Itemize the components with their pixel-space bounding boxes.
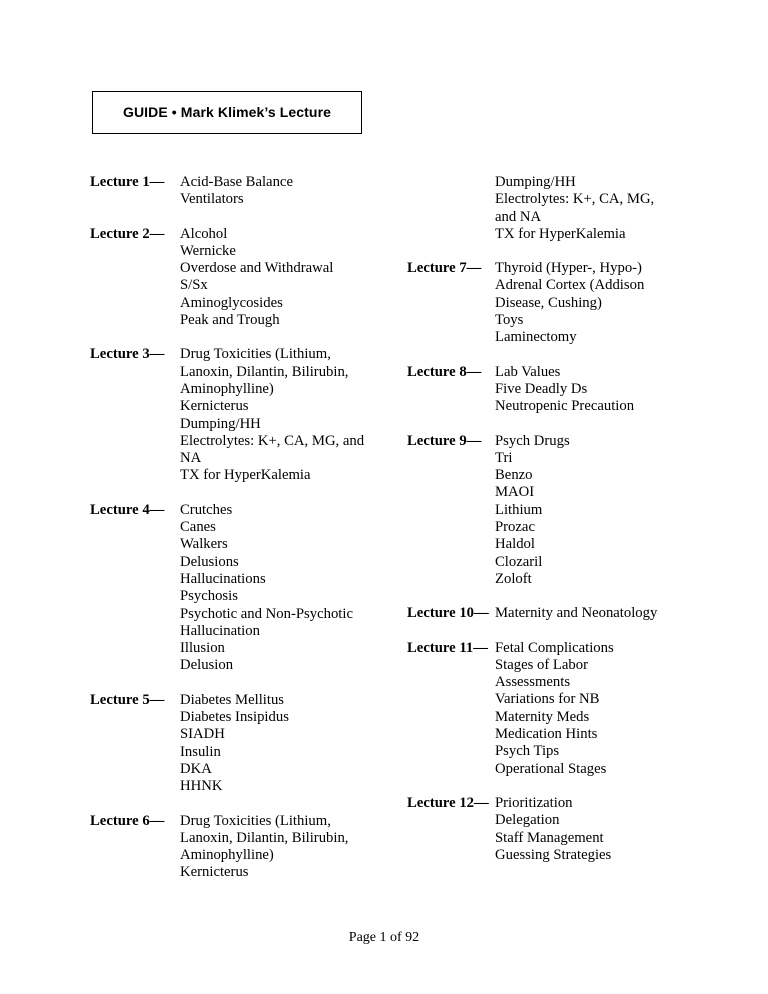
topic-line: Medication Hints	[495, 726, 598, 743]
topic-line: Benzo	[495, 467, 533, 484]
topic-line: Haldol	[495, 536, 535, 553]
guide-title-box	[92, 91, 362, 134]
lecture-entry	[407, 174, 675, 243]
lecture-label: Lecture 11—	[407, 639, 488, 656]
topic-line: Canes	[180, 519, 216, 536]
lecture-column-right	[407, 174, 675, 881]
topic-line: HHNK	[180, 778, 223, 795]
topic-line: Delusions	[180, 553, 239, 570]
topic-line: Guessing Strategies	[495, 846, 612, 863]
lecture-topics	[495, 433, 670, 589]
topic-line: Psychotic and Non-Psychotic Hallucination	[180, 605, 353, 639]
lecture-label: Lecture 8—	[407, 363, 482, 380]
lecture-entry	[407, 605, 675, 622]
topic-line: MAOI	[495, 484, 535, 501]
topic-line: Neutropenic Precaution	[495, 398, 635, 415]
topic-line: Walkers	[180, 536, 228, 553]
lecture-label: Lecture 12—	[407, 794, 489, 811]
lecture-entry	[407, 640, 675, 778]
topic-line: Peak and Trough	[180, 312, 280, 329]
lecture-label: Lecture 2—	[90, 225, 165, 242]
topic-line: Prioritization	[495, 794, 573, 811]
lecture-topics	[495, 364, 670, 416]
topic-line: Crutches	[180, 501, 233, 518]
topic-line: Stages of Labor	[495, 656, 588, 673]
topic-line: Fetal Complications	[495, 639, 614, 656]
topic-line: Aminoglycosides	[180, 294, 283, 311]
topic-line: Lithium	[495, 501, 543, 518]
lecture-topics	[180, 226, 372, 330]
topic-line: Five Deadly Ds	[495, 380, 588, 397]
topic-line: Psychosis	[180, 588, 238, 605]
topic-line: Acid-Base Balance	[180, 174, 293, 190]
lecture-entry	[90, 346, 376, 484]
guide-title: GUIDE • Mark Klimek’s Lecture	[122, 103, 332, 120]
lecture-topics	[495, 795, 670, 864]
topic-line: TX for HyperKalemia	[495, 225, 626, 242]
lecture-label: Lecture 6—	[90, 812, 165, 829]
topic-line: Electrolytes: K+, CA, MG, and NA	[495, 191, 655, 225]
lecture-topics	[495, 640, 670, 778]
topic-line: TX for HyperKalemia	[180, 467, 311, 484]
lecture-entry	[407, 433, 675, 589]
topic-line: Prozac	[495, 519, 535, 536]
lecture-label: Lecture 4—	[90, 501, 165, 518]
topic-line: Overdose and Withdrawal	[180, 260, 334, 277]
lecture-topics	[180, 174, 372, 209]
lecture-entry	[407, 795, 675, 864]
topic-line: Lab Values	[495, 363, 561, 380]
lecture-label: Lecture 7—	[407, 260, 482, 277]
lecture-topics	[495, 260, 670, 346]
topic-line: Maternity and Neonatology	[495, 605, 658, 622]
topic-line: Illusion	[180, 640, 225, 657]
topic-line: Adrenal Cortex (Addison Disease, Cushing)	[495, 277, 645, 311]
topic-line: Delusion	[180, 657, 234, 674]
topic-line: Hallucinations	[180, 570, 266, 587]
topic-line: Kernicterus	[180, 398, 249, 415]
topic-line: Laminectomy	[495, 329, 577, 346]
topic-line: Staff Management	[495, 829, 604, 846]
topic-line: Electrolytes: K+, CA, MG, and NA	[180, 432, 365, 467]
topic-line: Diabetes Insipidus	[180, 709, 289, 726]
topic-line: Dumping/HH	[495, 174, 576, 190]
topic-line: Diabetes Mellitus	[180, 691, 285, 708]
page-number: Page 1 of 92	[348, 930, 420, 945]
topic-line: Kernicterus	[180, 864, 249, 881]
topic-line: Maternity Meds	[495, 708, 590, 725]
lecture-entry	[90, 813, 376, 882]
topic-line: Delegation	[495, 812, 560, 829]
lecture-column-left	[90, 174, 376, 899]
lecture-topics	[180, 346, 372, 484]
lecture-entry	[90, 226, 376, 330]
lecture-entry	[90, 692, 376, 796]
topic-line: S/Sx	[180, 277, 208, 294]
topic-line: Alcohol	[180, 225, 228, 242]
lecture-entry	[90, 174, 376, 209]
topic-line: Drug Toxicities (Lithium, Lanoxin, Dilantin, Bilirubin, Aminophylline)	[180, 812, 349, 864]
topic-line: Tri	[495, 449, 513, 466]
topic-line: Insulin	[180, 743, 221, 760]
topic-line: Ventilators	[180, 191, 244, 208]
topic-line: Assessments	[495, 674, 571, 691]
topic-line: Dumping/HH	[180, 415, 261, 432]
lecture-label: Lecture 9—	[407, 432, 482, 449]
topic-line: Zoloft	[495, 570, 532, 587]
lecture-entry	[407, 260, 675, 346]
topic-line: Variations for NB	[495, 691, 600, 708]
lecture-topics	[180, 692, 372, 796]
topic-line: SIADH	[180, 726, 225, 743]
topic-line: Thyroid (Hyper-, Hypo-)	[495, 260, 642, 277]
topic-line: Clozaril	[495, 553, 543, 570]
lecture-label	[407, 174, 495, 243]
lecture-entry	[90, 502, 376, 675]
topic-line: Wernicke	[180, 242, 236, 259]
topic-line: DKA	[180, 760, 212, 777]
lecture-label: Lecture 1—	[90, 174, 165, 190]
topic-line: Operational Stages	[495, 760, 607, 777]
lecture-topics	[180, 813, 372, 882]
lecture-entry	[407, 364, 675, 416]
topic-line: Toys	[495, 312, 524, 329]
lecture-label: Lecture 3—	[90, 346, 165, 363]
lecture-topics	[495, 174, 670, 243]
topic-line: Psych Tips	[495, 743, 560, 760]
lecture-topics	[495, 605, 670, 622]
lecture-label: Lecture 5—	[90, 691, 165, 708]
topic-line: Drug Toxicities (Lithium, Lanoxin, Dilantin, Bilirubin, Aminophylline)	[180, 346, 349, 397]
topic-line: Psych Drugs	[495, 432, 570, 449]
lecture-topics	[180, 502, 372, 675]
lecture-label: Lecture 10—	[407, 605, 489, 622]
